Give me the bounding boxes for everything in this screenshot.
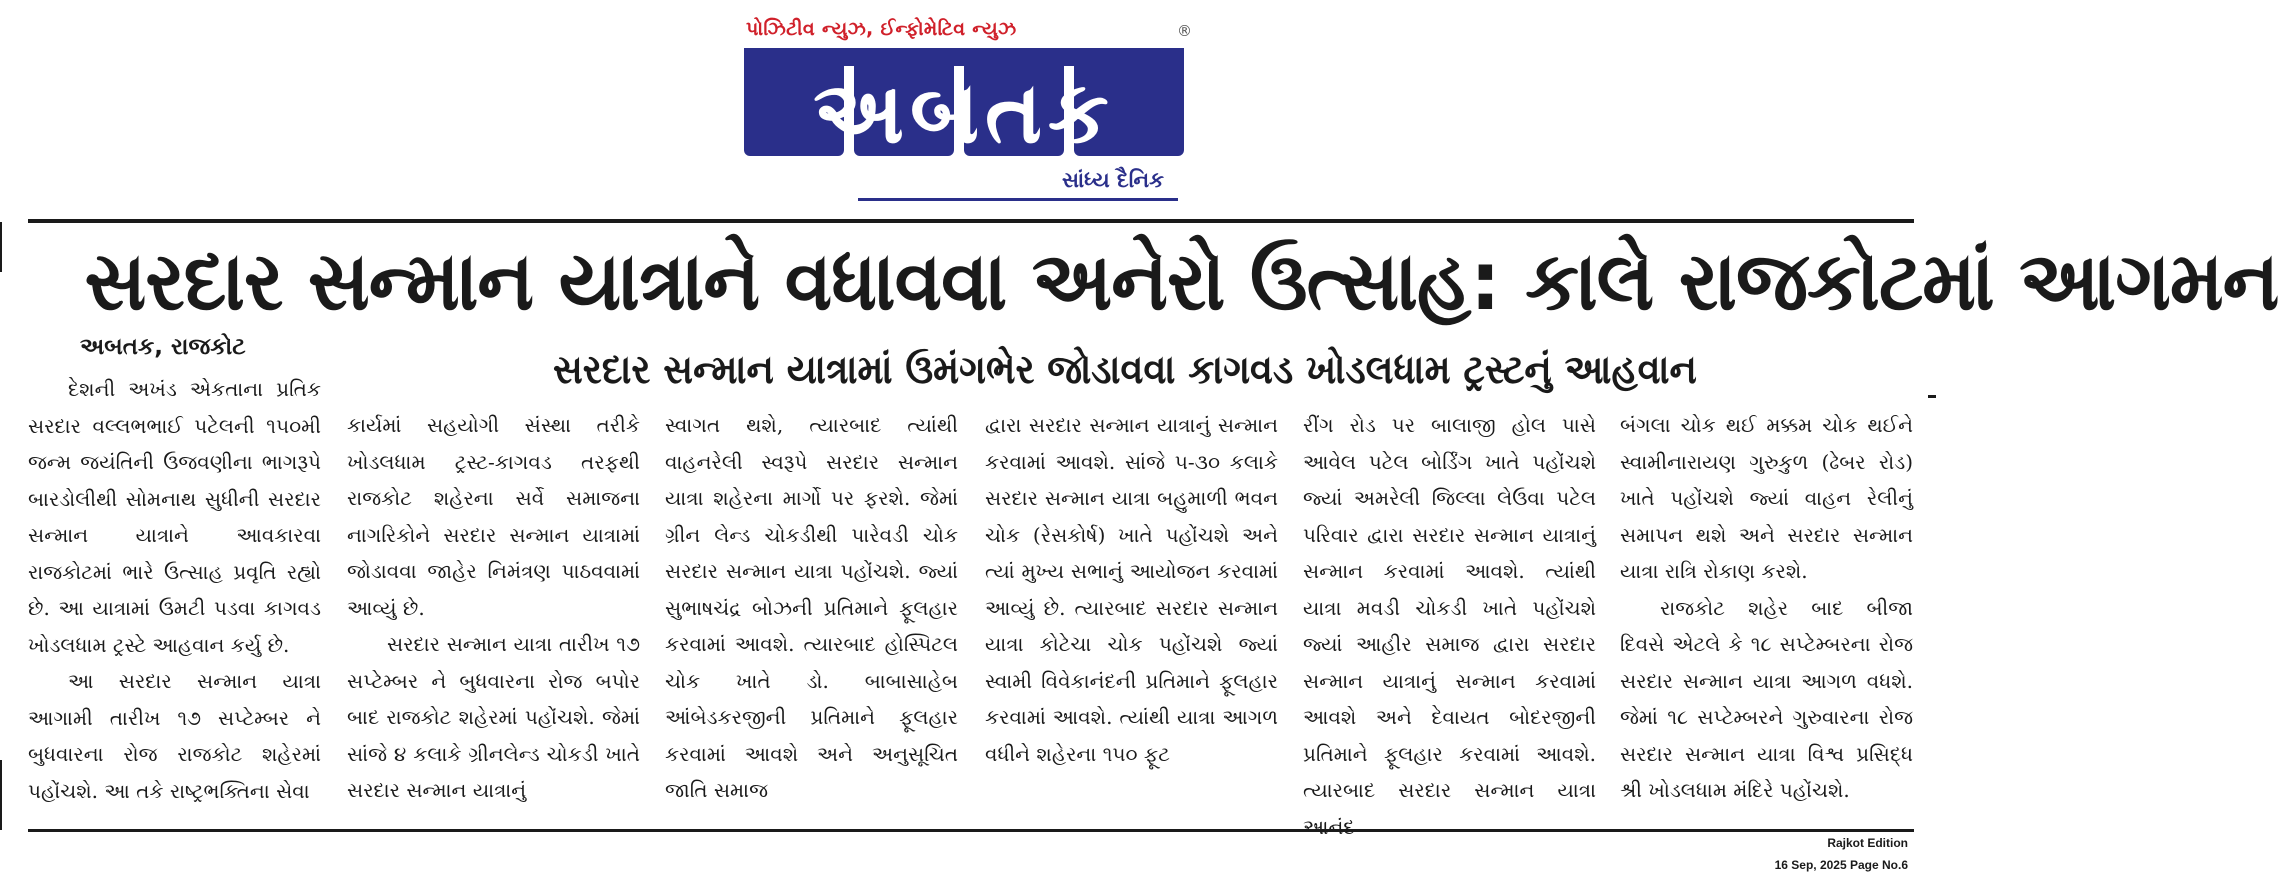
article-column-5 bbox=[1303, 407, 1596, 839]
masthead-tagline: પોઝિટીવ ન્યુઝ, ઈન્ફોમેટિવ ન્યુઝ bbox=[746, 18, 1017, 40]
article-column-1 bbox=[28, 371, 321, 821]
top-rule bbox=[28, 219, 1914, 223]
column-paragraph: બંગલા ચોક થઈ મક્કમ ચોક થઈને સ્વામીનારાયણ ગુરુકુળ (ઢેબર રોડ) ખાતે પહોંચશે જ્યાં વાહન રેલીનું સમાપન થશે અને સરદાર સન્માન યાત્રા રાત્રિ રોકાણ કરશે. bbox=[1620, 413, 1913, 583]
column-paragraph: સ્વાગત થશે, ત્યારબાદ ત્યાંથી વાહનરેલી સ્વરૂપે સરદાર સન્માન યાત્રા શહેરના માર્ગો પર ફરશે. જેમાં ગ્રીન લેન્ડ ચોકડીથી પારેવડી ચોક સરદાર સન્માન યાત્રા પહોંચશે. જ્યાં સુભાષચંદ્ર બોઝની પ્રતિમાને ફૂલહાર કરવામાં આવશે. ત્યારબાદ હોસ્પિટલ ચોક ખાતે ડો. બાબાસાહેબ આંબેડકરજીની પ્રતિમાને ફૂલહાર કરવામાં આવશે અને અનુસૂચિત જાતિ સમાજ bbox=[665, 413, 958, 802]
article-column-2 bbox=[347, 407, 640, 825]
article-dateline: અબતક, રાજકોટ bbox=[80, 334, 246, 360]
article-column-4 bbox=[985, 407, 1278, 825]
column-paragraph: રીંગ રોડ પર બાલાજી હોલ પાસે આવેલ પટેલ બોર્ડિંગ ખાતે પહોંચશે જ્યાં અમરેલી જિલ્લા લેઉવા પટેલ પરિવાર દ્વારા સરદાર સન્માન યાત્રાનું સન્માન કરવામાં આવશે. ત્યાંથી યાત્રા મવડી ચોકડી ખાતે પહોંચશે જ્યાં આહીર સમાજ દ્વારા સરદાર સન્માન યાત્રાનું સન્માન કરવામાં આવશે અને દેવાયત બોદરજીની પ્રતિમાને ફૂલહાર કરવામાં આવશે. ત્યારબાદ સરદાર સન્માન યાત્રા આનંદ bbox=[1303, 413, 1596, 839]
article-column-6 bbox=[1620, 407, 1913, 825]
edition-label: Rajkot Edition bbox=[1827, 836, 1908, 850]
logo-underline bbox=[858, 198, 1178, 201]
column-paragraph: દ્વારા સરદાર સન્માન યાત્રાનું સન્માન કરવામાં આવશે. સાંજે ૫-૩૦ કલાકે સરદાર સન્માન યાત્રા બહુમાળી ભવન ચોક (રેસકોર્ષ) ખાતે પહોંચશે અને ત્યાં મુખ્ય સભાનું આયોજન કરવામાં આવ્યું છે. ત્યારબાદ સરદાર સન્માન યાત્રા કોટેચા ચોક પહોંચશે જ્યાં સ્વામી વિવેકાનંદની પ્રતિમાને ફૂલહાર કરવામાં આવશે. ત્યાંથી યાત્રા આગળ વધીને શહેરના ૧૫૦ ફૂટ bbox=[985, 413, 1278, 766]
newspaper-logo bbox=[740, 46, 1190, 171]
masthead bbox=[740, 18, 1190, 208]
left-margin-mark bbox=[0, 760, 2, 830]
column-paragraph: કાર્યમાં સહયોગી સંસ્થા તરીકે ખોડલધામ ટ્રસ્ટ-કાગવડ તરફથી રાજકોટ શહેરના સર્વે સમાજના નાગરિકોને સરદાર સન્માન યાત્રામાં જોડાવવા જાહેર નિમંત્રણ પાઠવવામાં આવ્યું છે. bbox=[347, 413, 640, 620]
column-paragraph: સરદાર સન્માન યાત્રા તારીખ ૧૭ સપ્ટેમ્બર ને બુધવારના રોજ બપોર બાદ રાજકોટ શહેરમાં પહોંચશે. જેમાં સાંજે ૪ કલાકે ગ્રીનલેન્ડ ચોકડી ખાતે સરદાર સન્માન યાત્રાનું bbox=[347, 632, 640, 802]
date-page-label: 16 Sep, 2025 Page No.6 bbox=[1774, 858, 1908, 872]
bottom-rule bbox=[28, 829, 1914, 832]
article-column-3 bbox=[665, 407, 958, 825]
article-subheadline: સરદાર સન્માન યાત્રામાં ઉમંગભેર જોડાવવા કાગવડ ખોડલધામ ટ્રસ્ટનું આહવાન bbox=[553, 347, 1697, 393]
logo-text: અબતક bbox=[813, 63, 1115, 163]
edition-type-label: સાંધ્ય દૈનિક bbox=[1062, 168, 1164, 192]
article-headline: સરદાર સન્માન યાત્રાને વધાવવા અનેરો ઉત્સાહ: કાલે રાજકોટમાં આગમન bbox=[84, 235, 2278, 329]
registered-mark-icon: ® bbox=[1177, 22, 1192, 40]
right-margin-mark bbox=[1928, 395, 1936, 398]
left-margin-mark bbox=[0, 222, 2, 272]
column-paragraph: રાજકોટ શહેર બાદ બીજા દિવસે એટલે કે ૧૮ સપ્ટેમ્બરના રોજ સરદાર સન્માન યાત્રા આગળ વધશે. જેમાં ૧૮ સપ્ટેમ્બરને ગુરુવારના રોજ સરદાર સન્માન યાત્રા વિશ્વ પ્રસિદ્ધ શ્રી ખોડલધામ મંદિરે પહોંચશે. bbox=[1620, 595, 1913, 802]
column-paragraph: દેશની અખંડ એકતાના પ્રતિક સરદાર વલ્લભભાઈ પટેલની ૧૫૦મી જન્મ જયંતિની ઉજવણીના ભાગરૂપે બારડોલીથી સોમનાથ સુધીની સરદાર સન્માન યાત્રાને આવકારવા રાજકોટમાં ભારે ઉત્સાહ પ્રવૃતિ રહ્યો છે. આ યાત્રામાં ઉમટી પડવા કાગવડ ખોડલધામ ટ્રસ્ટે આહવાન કર્યુ છે. bbox=[28, 377, 321, 657]
column-paragraph: આ સરદાર સન્માન યાત્રા આગામી તારીખ ૧૭ સપ્ટેમ્બર ને બુધવારના રોજ રાજકોટ શહેરમાં પહોંચશે. આ તકે રાષ્ટ્રભક્તિના સેવા bbox=[28, 669, 321, 803]
